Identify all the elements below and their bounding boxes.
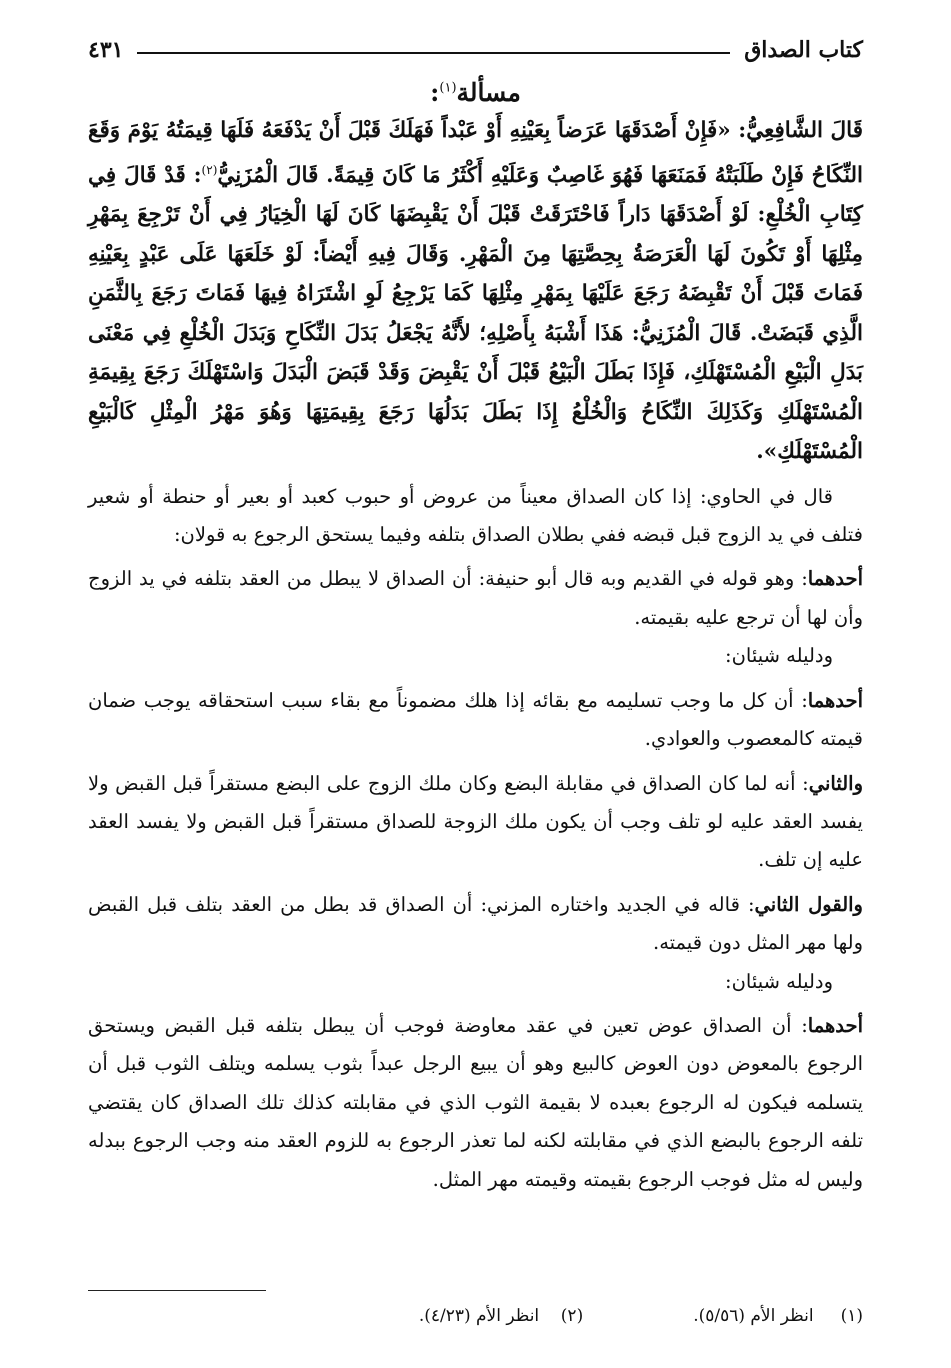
section-title-text: مسألة (456, 78, 521, 107)
footnote-text: انظر الأم (٥/٥٦). (693, 1306, 814, 1326)
commentary-text: : قاله في الجديد واختاره المزني: أن الصداق قد بطل من العقد بتلف قبل القبض ولها مهر المثل دون قيمته. (88, 892, 863, 955)
section-title (88, 78, 863, 107)
book-title: كتاب الصداق (744, 37, 863, 63)
commentary-text: : أن الصداق عوض تعين في عقد معاوضة فوجب أن يبطل بتلفه قبل القبض ويستحق الرجوع بالمعوض دون العوض كالبيع وهو أن يبيع الرجل عبداً بثوب يسلمه ويتلف الثوب قبل أن يتسلمه فيكون له الرجوع بعبده لا بقيمة الثوب الذي في مقابلته كذلك تلك الصداق كان يقتضي تلفه الرجوع بالبضع الذي في مقابلته لكنه لما تعذر الرجوع به للزوم العقد منه وجب الرجوع ببدله وليس له مثل فوجب الرجوع بقيمته وقيمته مهر المثل. (88, 1013, 863, 1191)
footnotes (88, 1306, 863, 1326)
footnote (419, 1306, 583, 1326)
footnote-label: (١) (840, 1306, 863, 1326)
commentary-paragraph (88, 963, 863, 1001)
commentary-paragraph (88, 637, 863, 675)
commentary-paragraph (88, 1007, 863, 1199)
footnote-text: انظر الأم (٤/٢٣). (418, 1306, 540, 1326)
paragraph-lead: أحدهما (807, 688, 863, 712)
footnote-ref: (١) (439, 80, 457, 96)
commentary-text: : أن كل ما وجب تسليمه مع بقائه إذا هلك مضموناً مع بقاء سبب استحقاقه يوجب ضمان قيمته كالمعصوب والعوادي. (88, 688, 863, 751)
header-rule (137, 52, 730, 54)
page (88, 30, 863, 1340)
running-header (88, 30, 863, 70)
footnote (693, 1306, 863, 1326)
matn-paragraph (88, 111, 863, 472)
footnote-ref: (٢) (201, 162, 218, 177)
commentary-text: ودليله شيئان: (725, 969, 833, 993)
commentary-text: : أنه لما كان الصداق في مقابلة البضع وكان ملك الزوج على البضع مستقراً قبل القبض ولا يفسد العقد عليه لو تلف وجب أن يكون ملك الزوجة للصداق مستقراً قبل القبض ولا يفسد العقد عليه إن تلف. (88, 771, 863, 872)
paragraph-lead: والقول الثاني (754, 892, 863, 916)
paragraph-lead: أحدهما (807, 1013, 863, 1037)
footnote-rule (88, 1290, 266, 1291)
page-number: ٤٣١ (88, 37, 124, 63)
matn-text: قَالَ الشَّافِعِيُّ: «فَإِنْ أَصْدَقَهَا عَرَضاً بِعَيْنِهِ أَوْ عَبْداً فَهَلَكَ قَبْلَ أَنْ يَدْفَعَهُ فَلَهَا قِيمَتُهُ يَوْمَ وَقَعَ النِّكَاحُ فَإِنْ طَلَبَتْهُ فَمَنَعَهَا فَهُوَ غَاصِبٌ وَعَلَيْهِ أَكْثَرُ مَا كَانَ قِيمَةً. قَالَ الْمُزَنِيُّ (88, 118, 863, 188)
commentary-paragraph (88, 886, 863, 963)
commentary-text: قال في الحاوي: إذا كان الصداق معيناً من عروض أو حبوب كعبد أو بعير أو حنطة أو شعير فتلف في يد الزوج قبل قبضه ففي بطلان الصداق بتلفه وفيما يستحق الرجوع به قولان: (88, 484, 863, 547)
paragraph-lead: والثاني (808, 771, 863, 795)
commentary-paragraph (88, 765, 863, 880)
matn-text: : قَدْ قَالَ فِي كِتَابِ الْخُلْعِ: لَوْ أَصْدَقَهَا دَاراً فَاحْتَرَقَتْ قَبْلَ أَنْ يَقْبِضَهَا كَانَ لَهَا الْخِيَارُ فِي أَنْ تَرْجِعَ بِمَهْرِ مِثْلِهَا أَوْ تَكُونَ لَهَا الْعَرَصَةُ بِحِصَّتِهَا مِنَ الْمَهْرِ. وَقَالَ فِيهِ أَيْضاً: لَوْ خَلَعَهَا عَلَى عَبْدٍ بِعَيْنِهِ فَمَاتَ قَبْلَ أَنْ تَقْبِضَهُ رَجَعَ عَلَيْهَا بِمَهْرِ مِثْلِهَا كَمَا يَرْجِعُ لَوِ اشْتَرَاهُ فِيهَا فَمَاتَ رَجَعَ بِالثَّمَنِ الَّذِي قَبَضَتْ. قَالَ الْمُزَنِيُّ: هَذَا أَشْبَهُ بِأَصْلِهِ؛ لأَنَّهُ يَجْعَلُ بَدَلَ النِّكَاحِ وَبَدَلَ الْخُلْعِ فِي مَعْنَى بَدَلِ الْبَيْعِ الْمُسْتَهْلَكِ، فَإِذَا بَطَلَ الْبَيْعُ قَبْلَ أَنْ يَقْبِضَ وَقَدْ قَبَضَ الْبَدَلَ وَاسْتَهْلَكَ رَجَعَ بِقِيمَةِ الْمُسْتَهْلَكِ وَكَذَلِكَ النِّكَاحُ وَالْخُلْعُ إِذَا بَطَلَ بَدَلُهَا رَجَعَ بِقِيمَتِهَا وَهُوَ مَهْرُ الْمِثْلِ كَالْبَيْعِ الْمُسْتَهْلَكِ». (88, 162, 863, 465)
paragraph-lead: أحدهما (807, 567, 863, 591)
footnote-label: (٢) (560, 1306, 584, 1326)
commentary-text: ودليله شيئان: (725, 644, 833, 668)
commentary-paragraph (88, 682, 863, 759)
section-title-colon: : (430, 78, 440, 107)
commentary-text: : وهو قوله في القديم وبه قال أبو حنيفة: أن الصداق لا يبطل من العقد بتلفه في يد الزوج وأن لها أن ترجع عليه بقيمته. (88, 567, 863, 629)
commentary-paragraph (88, 560, 863, 637)
commentary-paragraph (88, 478, 863, 555)
